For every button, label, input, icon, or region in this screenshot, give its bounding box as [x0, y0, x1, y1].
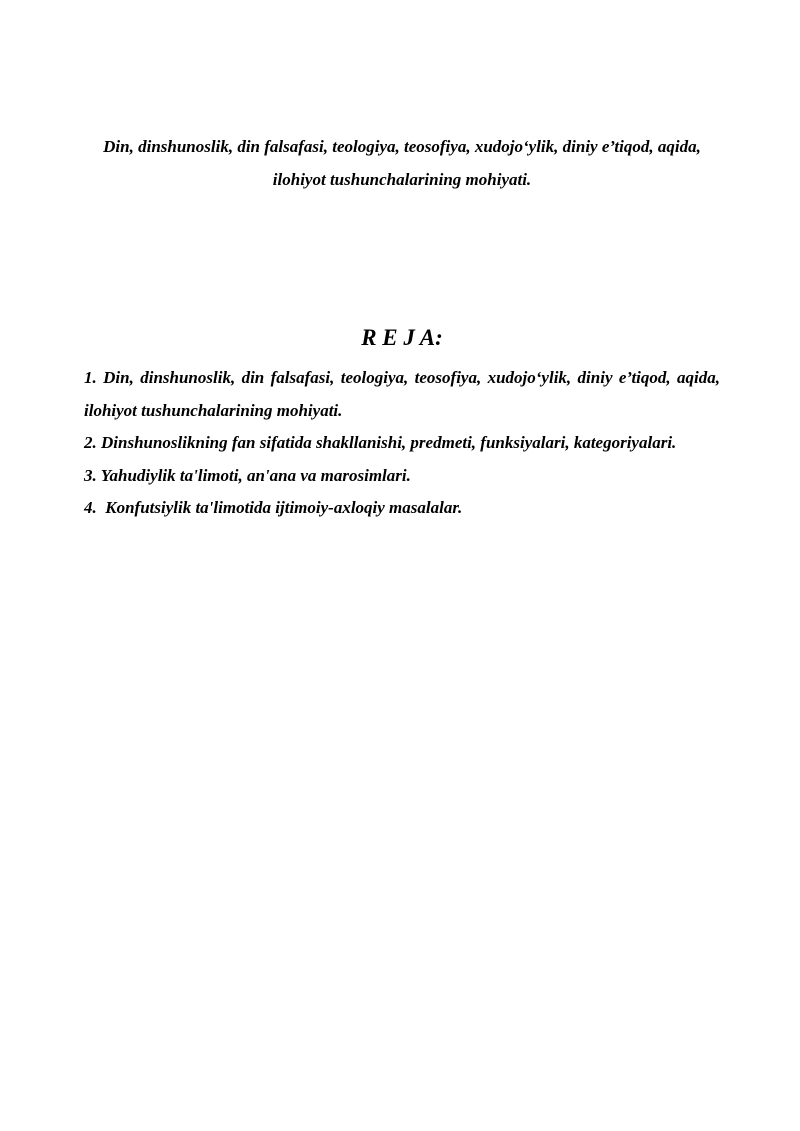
plan-item-1	[84, 362, 720, 427]
plan-item-number: 2.	[84, 433, 101, 452]
plan-item-number: 4.	[84, 498, 106, 517]
plan-item-2	[84, 427, 720, 460]
plan-item-number: 3.	[84, 465, 101, 485]
plan-item-number: 1.	[84, 368, 104, 387]
plan-item-text: Dinshunoslikning fan sifatida shakllanishi, predmeti, funksiyalari, kategoriyalari.	[101, 433, 677, 452]
plan-list	[84, 362, 720, 525]
plan-item-4	[84, 492, 720, 525]
plan-item-text: Konfutsiylik ta'limotida ijtimoiy-axloqiy masalalar.	[105, 498, 463, 517]
plan-item-text: Yahudiylik ta'limoti, an'ana va marosimlari.	[100, 465, 411, 485]
plan-item-text: Din, dinshunoslik, din falsafasi, teologiya, teosofiya, xudojo‘ylik, diniy e’tiqod, aqida, ilohiyot tushunchalarining mohiyati.	[84, 368, 721, 420]
plan-heading: R E J A:	[361, 325, 443, 350]
plan-item-3	[84, 460, 720, 493]
document-title: Din, dinshunoslik, din falsafasi, teologiya, teosofiya, xudojo‘ylik, diniy e’tiqod, aqida, ilohiyot tushunchalarining mohiyati.	[103, 137, 701, 189]
